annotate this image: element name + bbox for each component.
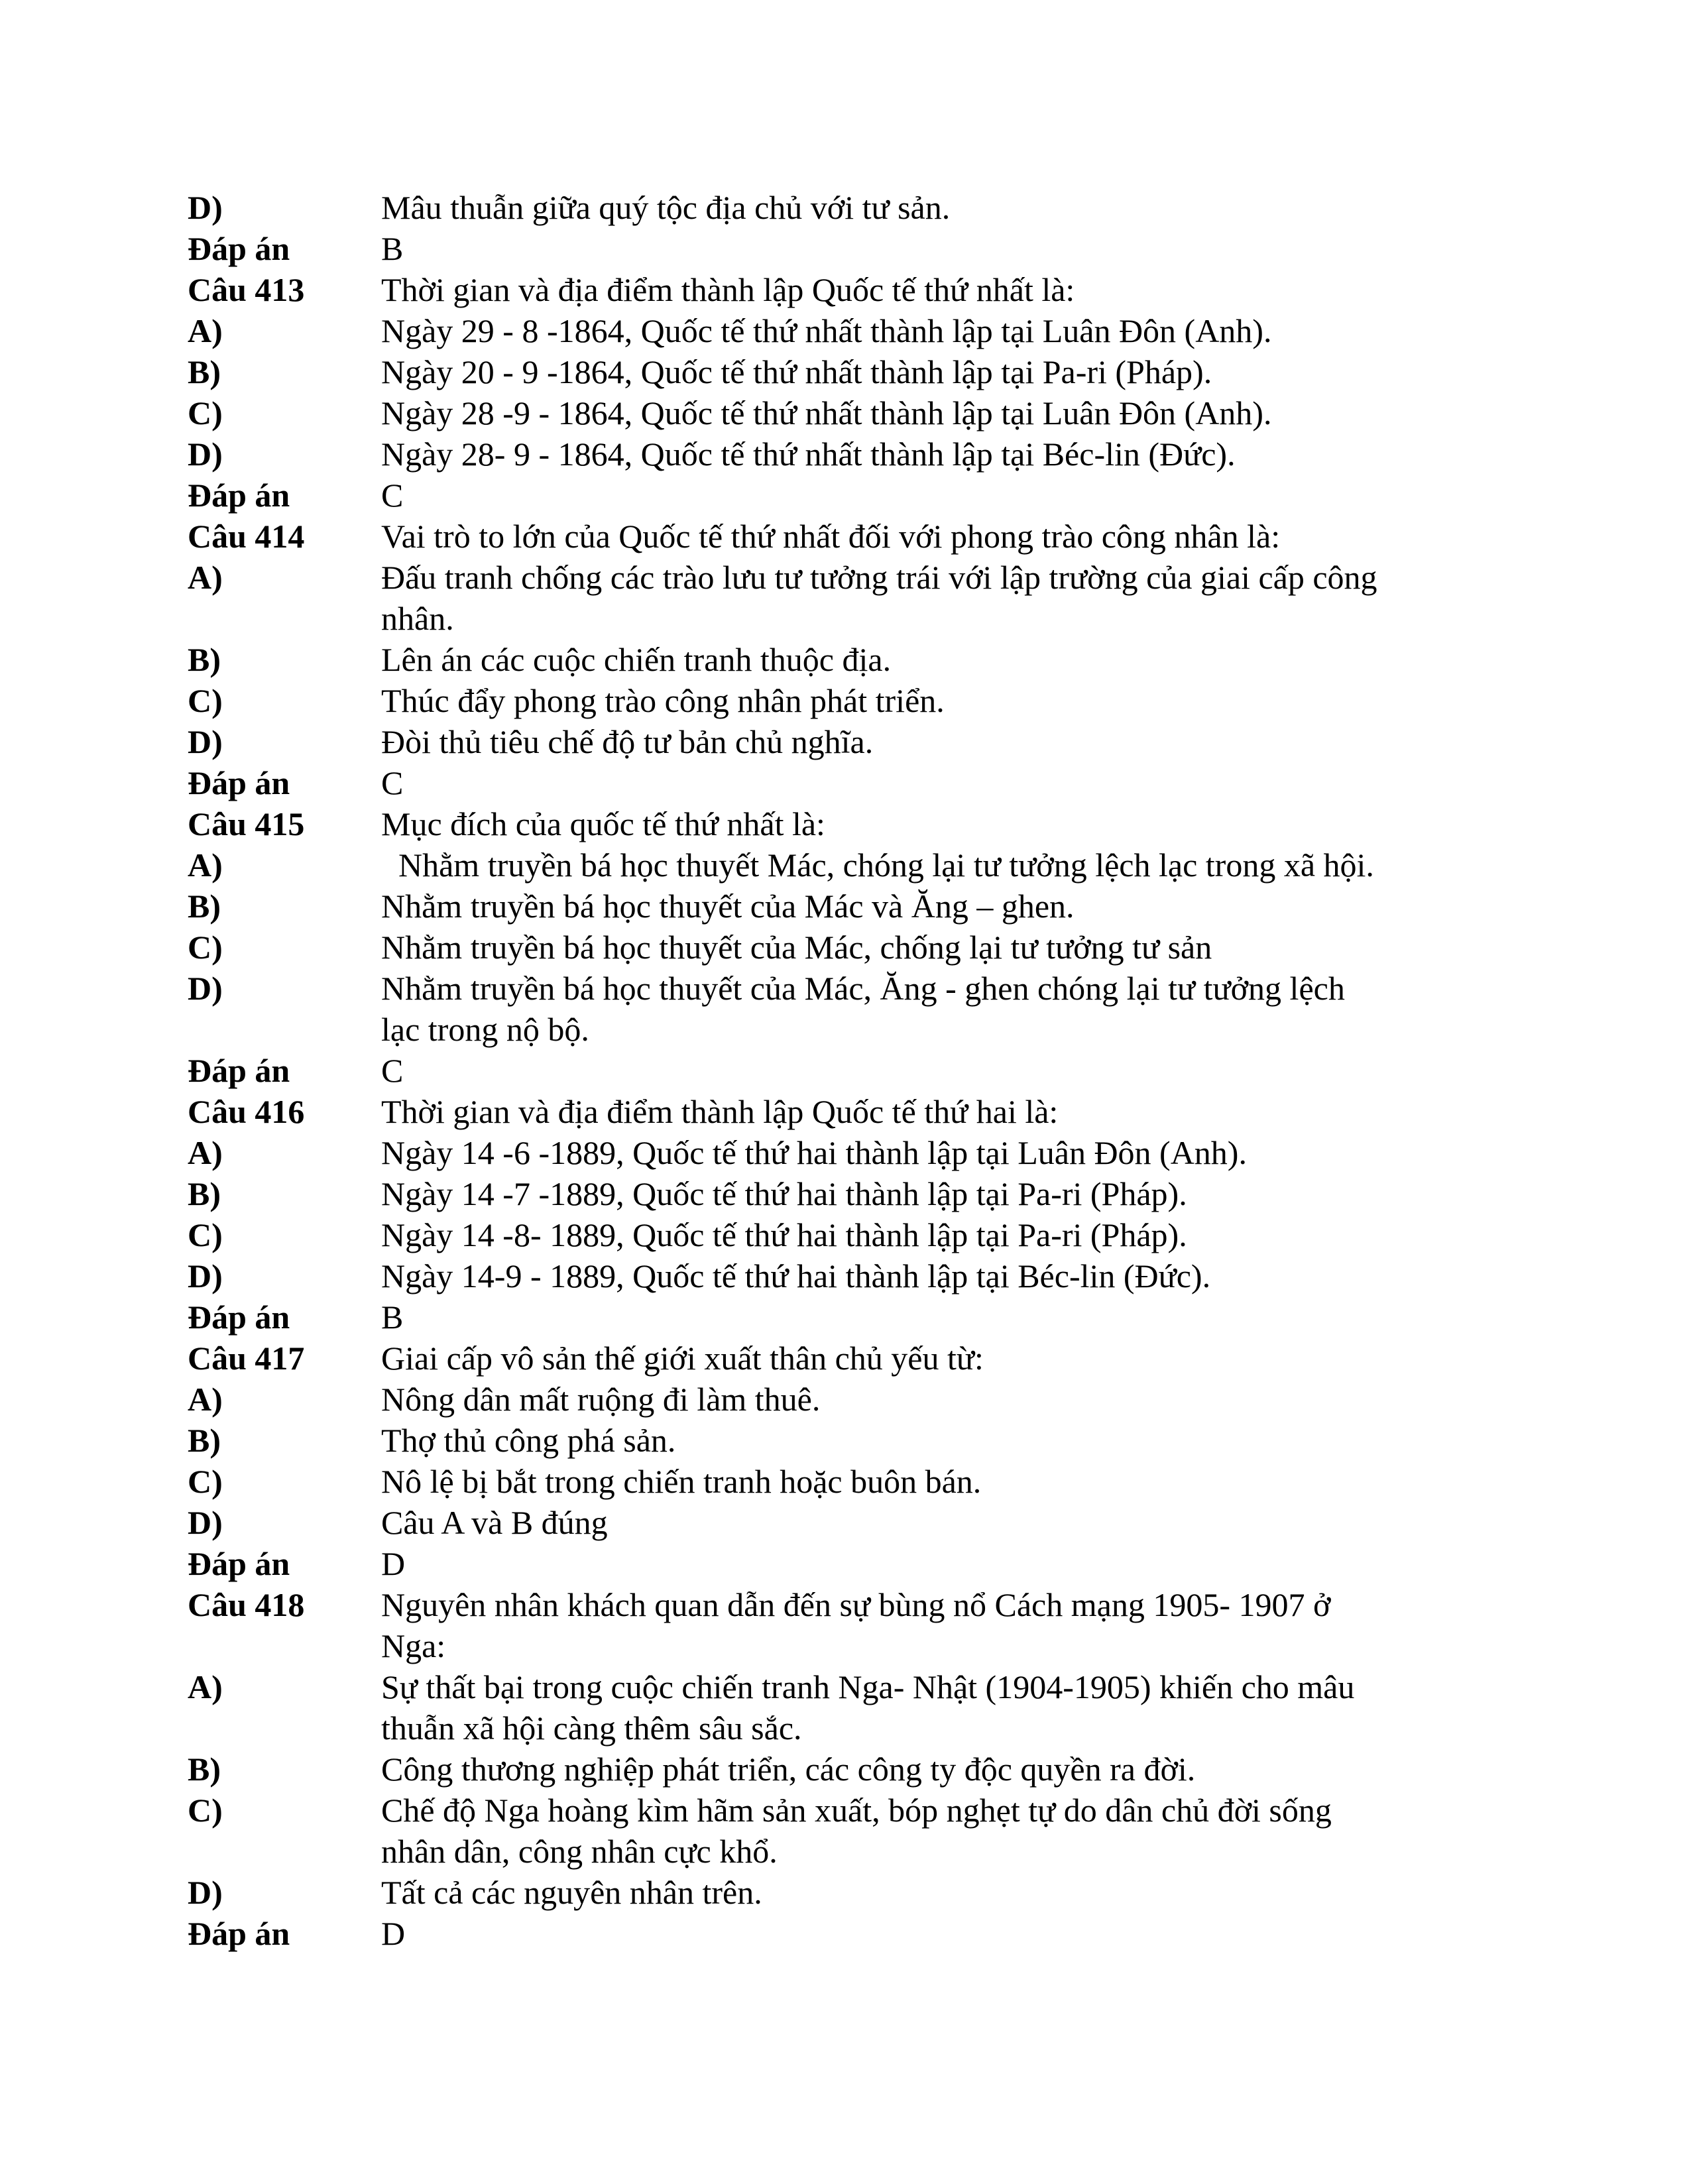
row-label: D) xyxy=(188,435,223,473)
row-label: C) xyxy=(188,394,223,431)
row-text: Chế độ Nga hoàng kìm hãm sản xuất, bóp nghẹt tự do dân chủ đời sống nhân dân, công nhân cực khổ. xyxy=(381,1792,1332,1870)
row-text: C xyxy=(381,1052,404,1089)
option-row xyxy=(188,187,1480,228)
row-text: Sự thất bại trong cuộc chiến tranh Nga- Nhật (1904-1905) khiến cho mâu thuẫn xã hội càng thêm sâu sắc. xyxy=(381,1668,1355,1747)
option-row xyxy=(188,392,1480,433)
row-text: Câu A và B đúng xyxy=(381,1504,608,1541)
option-row xyxy=(188,433,1480,475)
row-text: Nhằm truyền bá học thuyết của Mác và Ăng – ghen. xyxy=(381,888,1075,925)
option-row xyxy=(188,310,1480,351)
row-label: A) xyxy=(188,846,223,884)
option-row xyxy=(188,1132,1480,1173)
row-label: D) xyxy=(188,723,223,760)
row-label: Câu 414 xyxy=(188,518,305,555)
row-text: Tất cả các nguyên nhân trên. xyxy=(381,1874,762,1911)
row-text: B xyxy=(381,1298,404,1336)
row-text: Ngày 20 - 9 -1864, Quốc tế thứ nhất thành lập tại Pa-ri (Pháp). xyxy=(381,353,1212,390)
row-label: B) xyxy=(188,1175,221,1212)
row-text: Vai trò to lớn của Quốc tế thứ nhất đối với phong trào công nhân là: xyxy=(381,518,1281,555)
option-row xyxy=(188,1790,1480,1872)
option-row xyxy=(188,1502,1480,1543)
row-label: Câu 413 xyxy=(188,271,305,308)
row-label: B) xyxy=(188,1422,221,1459)
question-row xyxy=(188,1338,1480,1379)
option-row xyxy=(188,1461,1480,1502)
option-row xyxy=(188,1173,1480,1214)
row-label: D) xyxy=(188,189,223,226)
row-label: A) xyxy=(188,1134,223,1171)
option-row xyxy=(188,844,1480,886)
row-label: Đáp án xyxy=(188,1052,290,1089)
row-label: C) xyxy=(188,682,223,719)
answer-row xyxy=(188,1296,1480,1338)
row-label: Đáp án xyxy=(188,1915,290,1952)
row-text: Nhằm truyền bá học thuyết Mác, chóng lại tư tưởng lệch lạc trong xã hội. xyxy=(398,846,1374,884)
row-text: Thúc đẩy phong trào công nhân phát triển. xyxy=(381,682,945,719)
row-text: Lên án các cuộc chiến tranh thuộc địa. xyxy=(381,641,892,678)
option-row xyxy=(188,680,1480,721)
option-row xyxy=(188,721,1480,762)
row-text: Nông dân mất ruộng đi làm thuê. xyxy=(381,1381,821,1418)
answer-row xyxy=(188,475,1480,516)
row-text: Nhằm truyền bá học thuyết của Mác, Ăng - ghen chóng lại tư tưởng lệch lạc trong nộ bộ. xyxy=(381,970,1345,1048)
option-row xyxy=(188,351,1480,392)
row-label: B) xyxy=(188,353,221,390)
row-text: Giai cấp vô sản thế giới xuất thân chủ yếu từ: xyxy=(381,1340,984,1377)
row-text: Ngày 29 - 8 -1864, Quốc tế thứ nhất thành lập tại Luân Đôn (Anh). xyxy=(381,312,1272,349)
answer-row xyxy=(188,228,1480,269)
row-label: D) xyxy=(188,1874,223,1911)
row-label: Câu 416 xyxy=(188,1093,305,1130)
row-text: B xyxy=(381,230,404,267)
row-text: Ngày 14 -6 -1889, Quốc tế thứ hai thành lập tại Luân Đôn (Anh). xyxy=(381,1134,1247,1171)
row-text: Nhằm truyền bá học thuyết của Mác, chống lại tư tưởng tư sản xyxy=(381,929,1212,966)
row-label: C) xyxy=(188,1216,223,1253)
row-label: Câu 418 xyxy=(188,1586,305,1623)
row-label: C) xyxy=(188,1792,223,1829)
option-row xyxy=(188,1255,1480,1296)
answer-row xyxy=(188,1913,1480,1954)
row-label: Đáp án xyxy=(188,230,290,267)
row-label: A) xyxy=(188,559,223,596)
row-text: C xyxy=(381,477,404,514)
option-row xyxy=(188,1214,1480,1255)
answer-row xyxy=(188,1543,1480,1584)
option-row xyxy=(188,639,1480,680)
row-label: A) xyxy=(188,1381,223,1418)
row-text: Ngày 14 -7 -1889, Quốc tế thứ hai thành lập tại Pa-ri (Pháp). xyxy=(381,1175,1187,1212)
option-row xyxy=(188,1420,1480,1461)
row-label: B) xyxy=(188,641,221,678)
row-text: D xyxy=(381,1915,406,1952)
row-label: Đáp án xyxy=(188,1545,290,1582)
row-text: Thợ thủ công phá sản. xyxy=(381,1422,676,1459)
row-label: Câu 417 xyxy=(188,1340,305,1377)
row-label: D) xyxy=(188,1504,223,1541)
option-row xyxy=(188,557,1480,639)
row-label: C) xyxy=(188,929,223,966)
option-row xyxy=(188,1749,1480,1790)
row-text: Nô lệ bị bắt trong chiến tranh hoặc buôn bán. xyxy=(381,1463,982,1500)
question-row xyxy=(188,1584,1480,1666)
row-text: Thời gian và địa điểm thành lập Quốc tế thứ hai là: xyxy=(381,1093,1059,1130)
option-row xyxy=(188,968,1480,1050)
row-text: Công thương nghiệp phát triển, các công ty độc quyền ra đời. xyxy=(381,1751,1196,1788)
row-text: Thời gian và địa điểm thành lập Quốc tế thứ nhất là: xyxy=(381,271,1075,308)
option-row xyxy=(188,886,1480,927)
row-text: Đòi thủ tiêu chế độ tư bản chủ nghĩa. xyxy=(381,723,874,760)
row-label: D) xyxy=(188,970,223,1007)
row-label: Đáp án xyxy=(188,477,290,514)
row-text: Ngày 28 -9 - 1864, Quốc tế thứ nhất thành lập tại Luân Đôn (Anh). xyxy=(381,394,1272,431)
row-text: Mục đích của quốc tế thứ nhất là: xyxy=(381,805,825,842)
row-text: Mâu thuẫn giữa quý tộc địa chủ với tư sản. xyxy=(381,189,951,226)
row-text: Ngày 14 -8- 1889, Quốc tế thứ hai thành lập tại Pa-ri (Pháp). xyxy=(381,1216,1187,1253)
row-label: Đáp án xyxy=(188,764,290,801)
row-text: Ngày 28- 9 - 1864, Quốc tế thứ nhất thành lập tại Béc-lin (Đức). xyxy=(381,435,1236,473)
question-row xyxy=(188,269,1480,310)
row-text: Đấu tranh chống các trào lưu tư tưởng trái với lập trường của giai cấp công nhân. xyxy=(381,559,1377,637)
row-text: D xyxy=(381,1545,406,1582)
option-row xyxy=(188,1666,1480,1749)
option-row xyxy=(188,927,1480,968)
row-label: B) xyxy=(188,888,221,925)
row-label: C) xyxy=(188,1463,223,1500)
row-label: D) xyxy=(188,1257,223,1294)
row-text: Ngày 14-9 - 1889, Quốc tế thứ hai thành lập tại Béc-lin (Đức). xyxy=(381,1257,1211,1294)
row-label: B) xyxy=(188,1751,221,1788)
question-row xyxy=(188,803,1480,844)
row-text: C xyxy=(381,764,404,801)
row-label: Câu 415 xyxy=(188,805,305,842)
row-label: A) xyxy=(188,312,223,349)
row-label: Đáp án xyxy=(188,1298,290,1336)
answer-row xyxy=(188,1050,1480,1091)
option-row xyxy=(188,1872,1480,1913)
row-text: Nguyên nhân khách quan dẫn đến sự bùng nổ Cách mạng 1905- 1907 ở Nga: xyxy=(381,1586,1331,1664)
question-row xyxy=(188,516,1480,557)
answer-row xyxy=(188,762,1480,803)
option-row xyxy=(188,1379,1480,1420)
question-row xyxy=(188,1091,1480,1132)
row-label: A) xyxy=(188,1668,223,1705)
question-list xyxy=(188,187,1480,1954)
